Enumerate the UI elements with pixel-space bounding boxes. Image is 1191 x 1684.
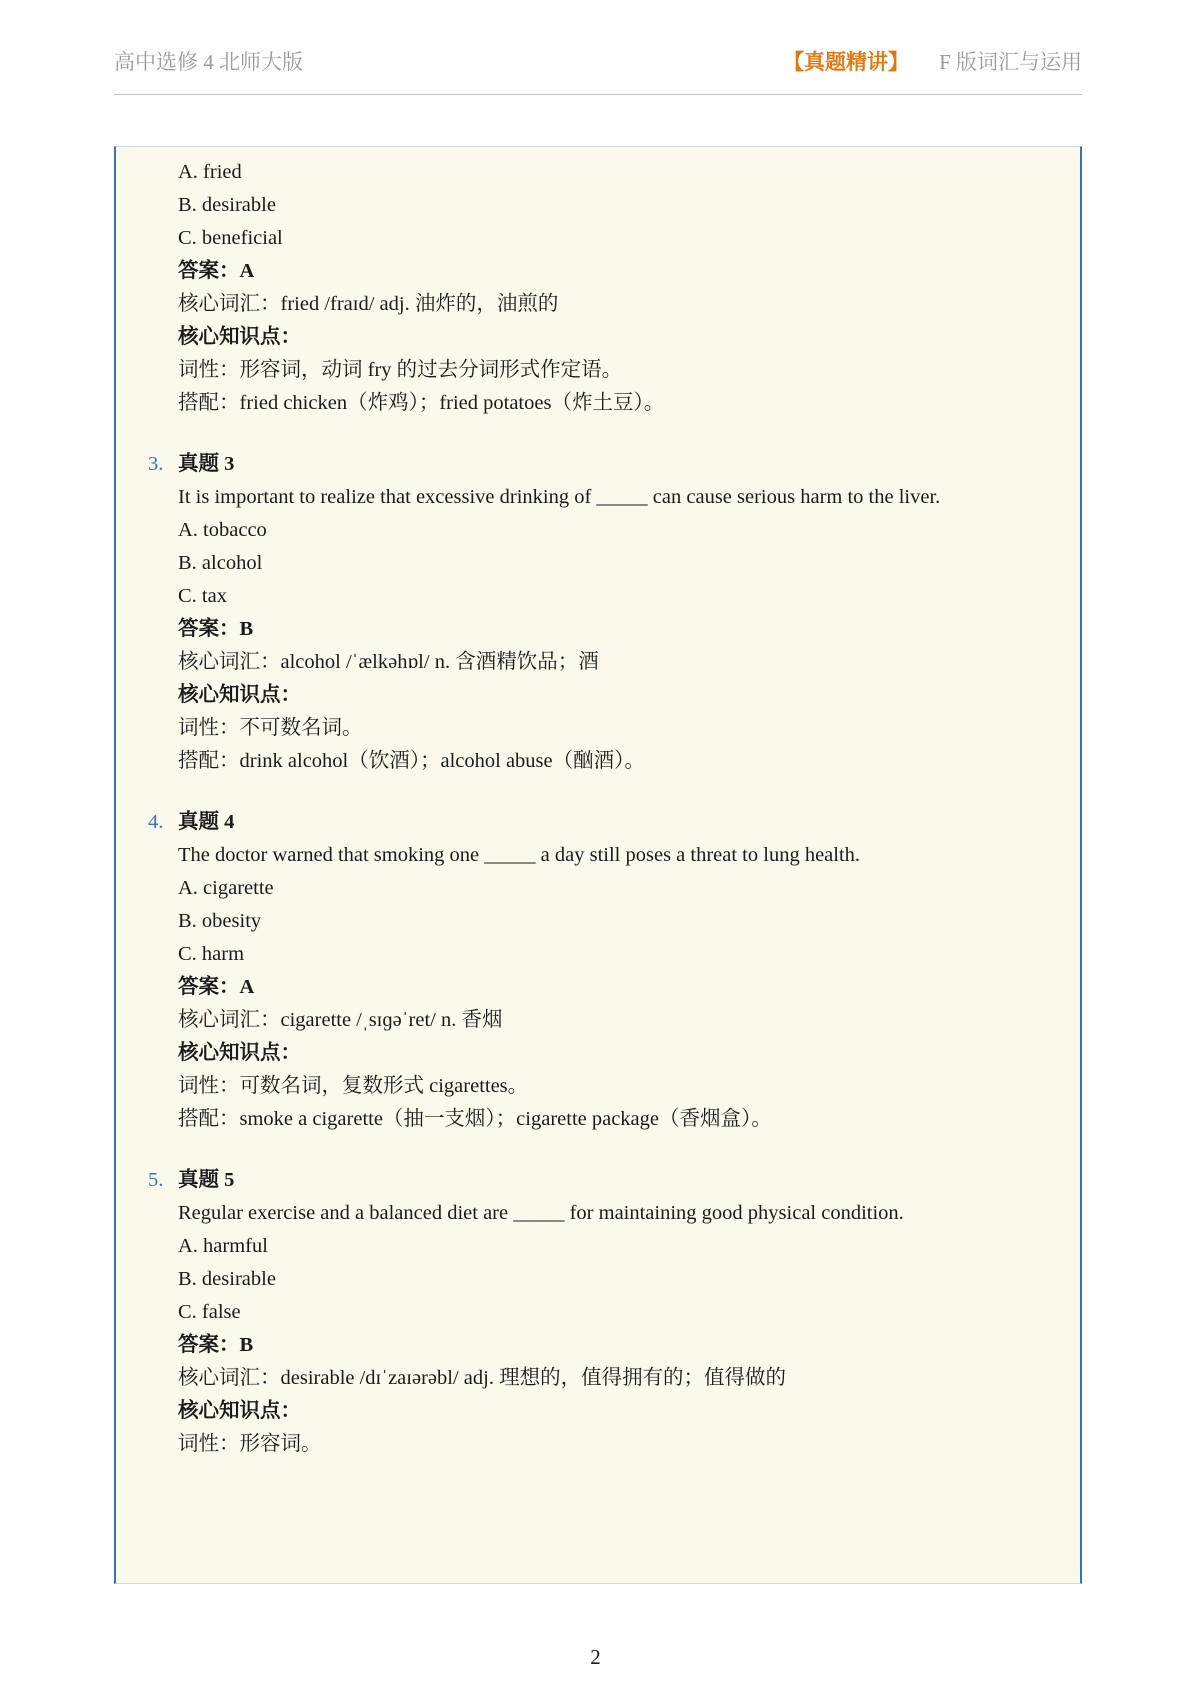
collocation: 搭配：drink alcohol（饮酒）；alcohol abuse（酗酒）。 (178, 750, 645, 772)
question-stem: It is important to realize that excessive drinking of _____ can cause serious harm to the liver. (178, 486, 941, 508)
question-title: 真题 4 (178, 811, 235, 833)
knowledge-title: 核心知识点： (178, 1400, 301, 1422)
book-title: 高中选修 4 北师大版 (114, 50, 303, 74)
knowledge-title: 核心知识点： (178, 684, 301, 706)
collocation: 搭配：fried chicken（炸鸡）；fried potatoes（炸土豆）。 (178, 392, 665, 414)
question-stem: The doctor warned that smoking one _____ a day still poses a threat to lung health. (178, 844, 861, 866)
question-stem: Regular exercise and a balanced diet are _____ for maintaining good physical condition. (178, 1202, 904, 1224)
question-heading (148, 807, 235, 837)
answer: 答案：B (178, 618, 254, 640)
core-vocabulary: 核心词汇：cigarette /ˌsɪɡəˈret/ n. 香烟 (178, 1009, 503, 1031)
core-vocabulary: 核心词汇：alcohol /ˈælkəhɒl/ n. 含酒精饮品；酒 (178, 651, 599, 673)
part-of-speech: 词性：形容词，动词 fry 的过去分词形式作定语。 (178, 359, 623, 381)
option-c: C. false (178, 1301, 241, 1323)
question-heading (148, 1165, 235, 1195)
answer: 答案：A (178, 976, 255, 998)
question-title: 真题 3 (178, 453, 235, 475)
knowledge-title: 核心知识点： (178, 326, 301, 348)
option-a: A. tobacco (178, 519, 267, 541)
knowledge-title: 核心知识点： (178, 1042, 301, 1064)
question-number: 4. (148, 811, 164, 833)
option-b: B. obesity (178, 910, 262, 932)
question-number: 3. (148, 453, 164, 475)
option-b: B. alcohol (178, 552, 263, 574)
option-b: B. desirable (178, 1268, 276, 1290)
option-a: A. fried (178, 161, 242, 183)
page-number: 2 (590, 1645, 601, 1669)
option-c: C. tax (178, 585, 227, 607)
answer: 答案：A (178, 260, 255, 282)
question-number: 5. (148, 1169, 164, 1191)
question-heading (148, 449, 235, 479)
core-vocabulary: 核心词汇：fried /fraɪd/ adj. 油炸的，油煎的 (178, 293, 559, 315)
content-panel (114, 146, 1082, 1584)
option-a: A. harmful (178, 1235, 268, 1257)
part-of-speech: 词性：形容词。 (178, 1433, 322, 1455)
core-vocabulary: 核心词汇：desirable /dɪˈzaɪərəbl/ adj. 理想的，值得拥有的；值得做的 (178, 1367, 787, 1389)
option-b: B. desirable (178, 194, 276, 216)
option-c: C. beneficial (178, 227, 283, 249)
part-of-speech: 词性：可数名词，复数形式 cigarettes。 (178, 1075, 529, 1097)
question-title: 真题 5 (178, 1169, 235, 1191)
page-header (114, 42, 1082, 95)
section-title: F 版词汇与运用 (939, 50, 1082, 74)
part-of-speech: 词性：不可数名词。 (178, 717, 363, 739)
option-c: C. harm (178, 943, 245, 965)
collocation: 搭配：smoke a cigarette（抽一支烟）；cigarette package（香烟盒）。 (178, 1108, 772, 1130)
answer: 答案：B (178, 1334, 254, 1356)
section-tag: 【真题精讲】 (783, 50, 910, 74)
option-a: A. cigarette (178, 877, 274, 899)
section-info (783, 46, 1082, 76)
